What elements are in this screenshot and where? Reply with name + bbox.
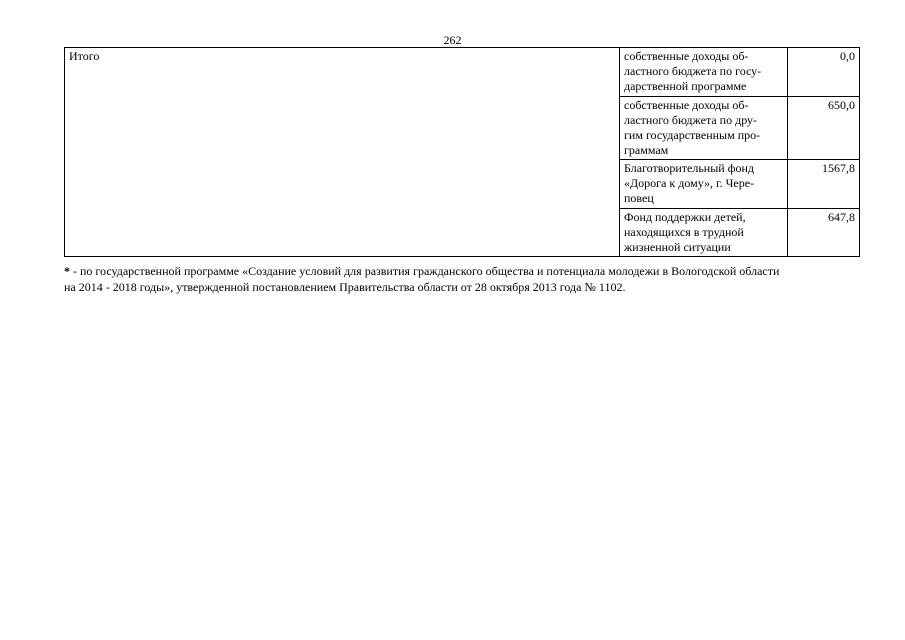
footnote-line-1 bbox=[64, 263, 864, 279]
funding-amount-cell bbox=[788, 48, 860, 97]
funding-amount: 647,8 bbox=[828, 210, 855, 224]
footnote-marker: * bbox=[64, 264, 70, 278]
funding-source: Фонд поддержки детей, находящихся в трудной жизненной ситуации bbox=[624, 210, 746, 254]
funding-amount: 0,0 bbox=[840, 49, 855, 63]
funding-amount-cell bbox=[788, 209, 860, 257]
funding-source-cell bbox=[620, 97, 788, 160]
funding-source: собственные доходы об- ластного бюджета по госу- дарственной программе bbox=[624, 49, 762, 93]
funding-source: собственные доходы об- ластного бюджета по дру- гим государственным про- граммам bbox=[624, 98, 761, 157]
footnote bbox=[64, 263, 864, 295]
funding-table bbox=[64, 47, 860, 257]
table-row bbox=[65, 48, 860, 97]
footnote-text-2: на 2014 - 2018 годы», утвержденной постановлением Правительства области от 28 октября 2013 года № 1102. bbox=[64, 280, 626, 294]
funding-source-cell bbox=[620, 209, 788, 257]
footnote-text-1: - по государственной программе «Создание условий для развития гражданского общества и потенциала молодежи в Вологодской области bbox=[70, 264, 780, 278]
funding-source: Благотворительный фонд «Дорога к дому», г. Чере- повец bbox=[624, 161, 755, 205]
total-label-cell bbox=[65, 48, 620, 257]
funding-source-cell bbox=[620, 160, 788, 209]
total-label: Итого bbox=[69, 49, 100, 63]
funding-amount: 1567,8 bbox=[822, 161, 855, 175]
page-number: 262 bbox=[443, 33, 462, 47]
funding-amount-cell bbox=[788, 97, 860, 160]
funding-amount-cell bbox=[788, 160, 860, 209]
funding-amount: 650,0 bbox=[828, 98, 855, 112]
funding-source-cell bbox=[620, 48, 788, 97]
